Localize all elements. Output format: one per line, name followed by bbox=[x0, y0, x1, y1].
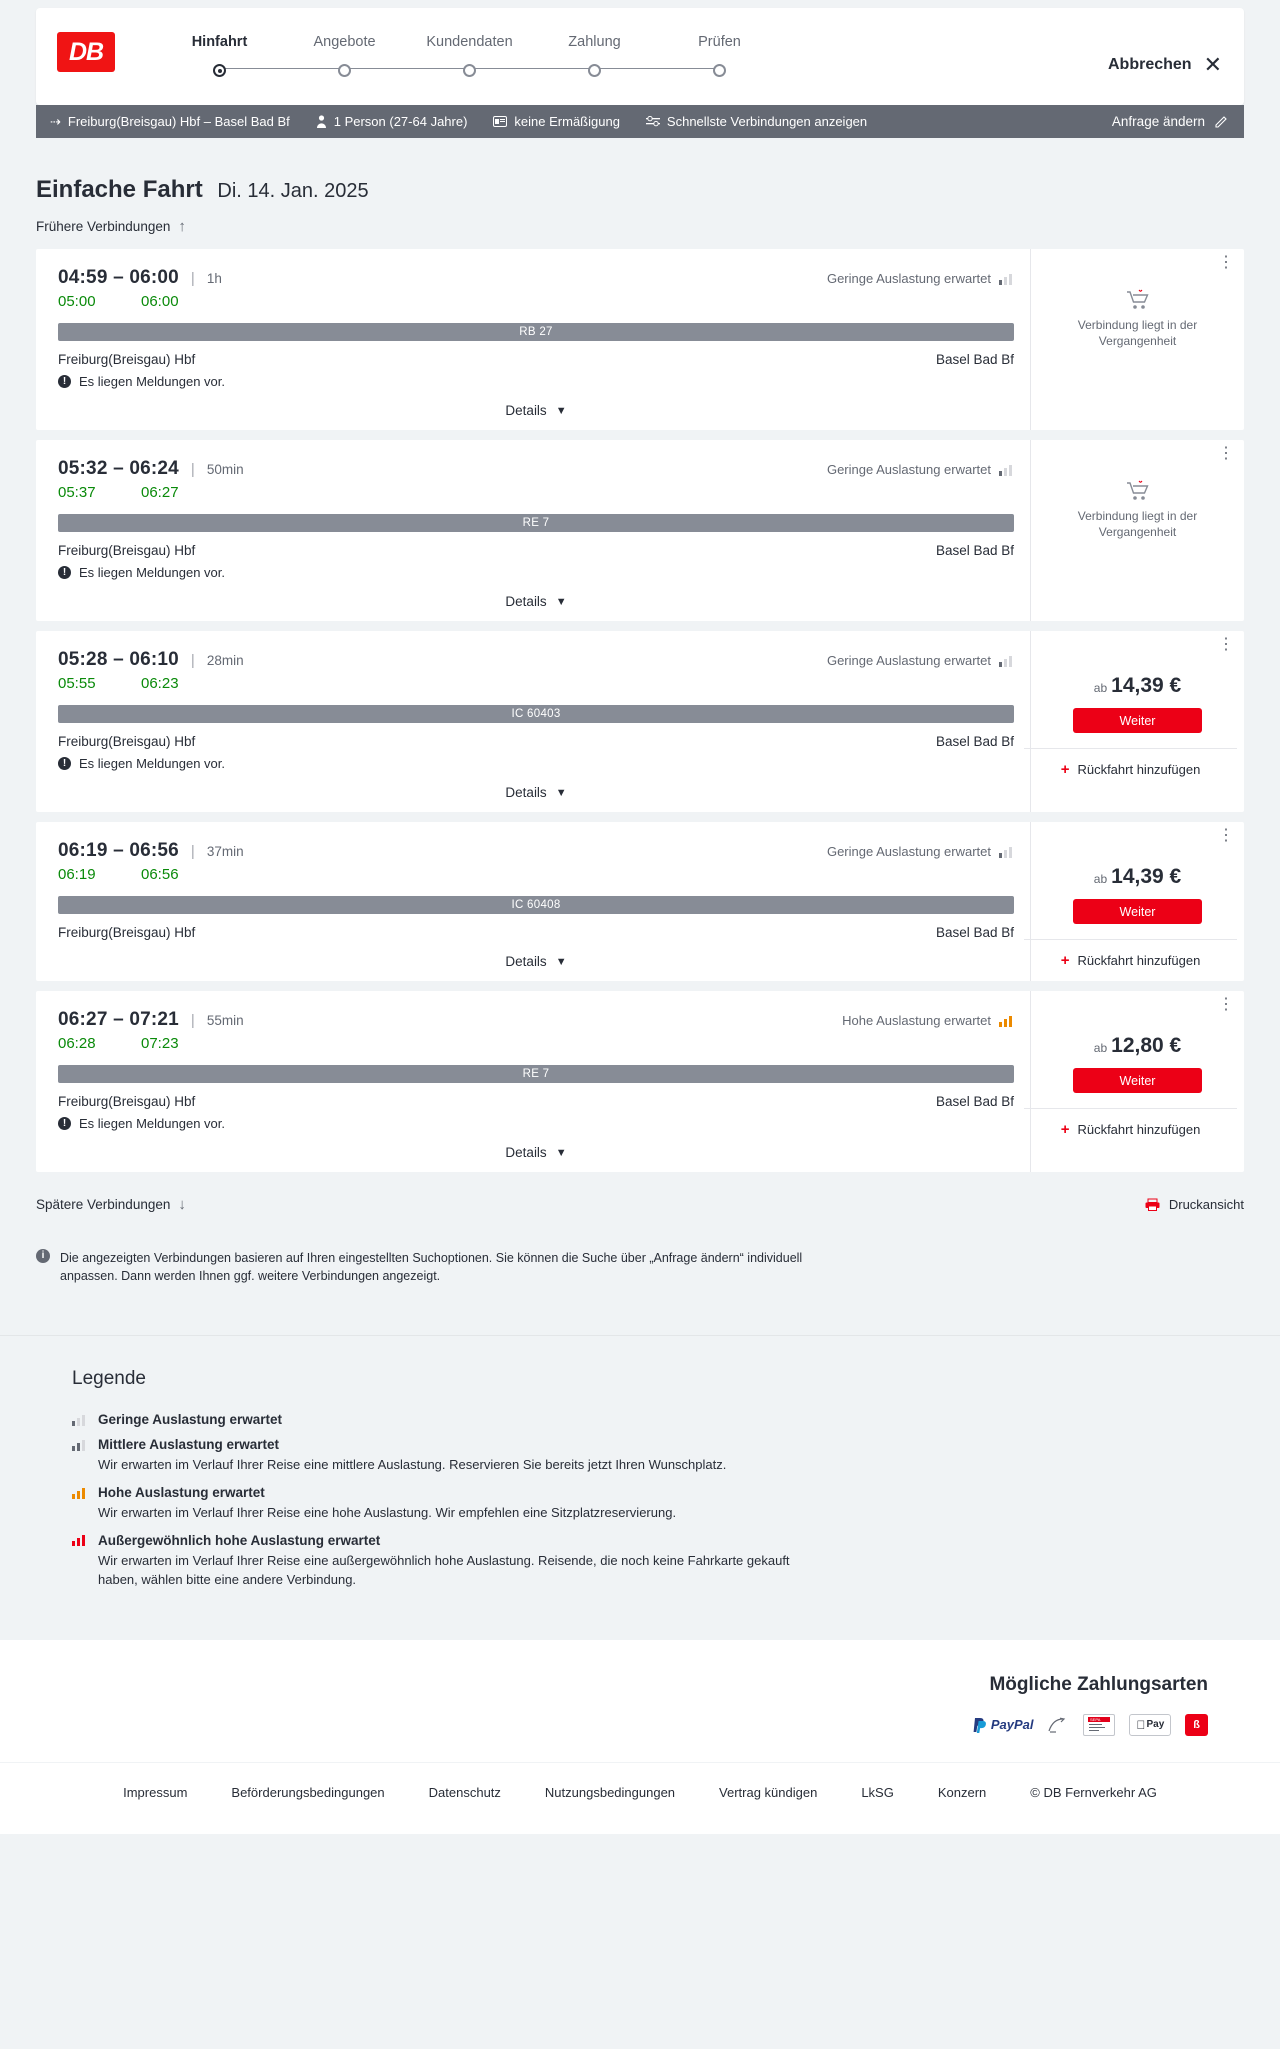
direct-debit-icon bbox=[1047, 1714, 1069, 1736]
time-range: 06:27 – 07:21 bbox=[58, 1009, 179, 1030]
step-label: Zahlung bbox=[568, 34, 621, 50]
price-value: 14,39 € bbox=[1111, 865, 1182, 888]
legend-item-label: Außergewöhnlich hohe Auslastung erwartet bbox=[98, 1532, 381, 1548]
page-title-date: Di. 14. Jan. 2025 bbox=[217, 180, 369, 202]
details-label: Details bbox=[505, 785, 547, 800]
step-kundendaten[interactable] bbox=[407, 34, 532, 77]
more-options-icon[interactable]: ⋮ bbox=[1218, 445, 1234, 462]
step-dot bbox=[588, 64, 601, 77]
duration: 37min bbox=[206, 844, 244, 859]
connection-booking-panel bbox=[1031, 249, 1244, 430]
duration: 28min bbox=[206, 653, 244, 668]
print-view-button[interactable] bbox=[1145, 1197, 1244, 1212]
occupancy-indicator bbox=[827, 653, 1014, 668]
chevron-down-icon: ▼ bbox=[555, 1146, 567, 1159]
realtime-times bbox=[58, 866, 1014, 883]
footer-links bbox=[0, 1762, 1280, 1834]
footer-copyright: © DB Fernverkehr AG bbox=[1030, 1784, 1157, 1800]
add-return-trip-button[interactable] bbox=[1024, 748, 1237, 778]
station-from: Freiburg(Breisgau) Hbf bbox=[58, 734, 196, 749]
connection-details bbox=[36, 991, 1031, 1172]
step-prüfen[interactable] bbox=[657, 34, 782, 77]
step-label: Angebote bbox=[313, 34, 376, 50]
footer-link[interactable]: Impressum bbox=[123, 1784, 188, 1800]
realtime-arrival: 06:27 bbox=[141, 484, 179, 501]
step-dot bbox=[713, 64, 726, 77]
divider: | bbox=[190, 1012, 195, 1029]
connection-booking-panel bbox=[1031, 631, 1244, 812]
occupancy-indicator bbox=[842, 1013, 1014, 1028]
earlier-connections-button[interactable] bbox=[36, 218, 186, 235]
connection-header bbox=[58, 267, 1014, 289]
price-prefix: ab bbox=[1093, 681, 1108, 695]
step-connector bbox=[220, 68, 345, 69]
past-connection-text: Verbindung liegt in der Vergangenheit bbox=[1077, 318, 1198, 349]
station-to: Basel Bad Bf bbox=[935, 734, 1014, 749]
footer-link[interactable]: Konzern bbox=[937, 1784, 987, 1800]
footer-link[interactable]: Datenschutz bbox=[428, 1784, 501, 1800]
step-hinfahrt[interactable] bbox=[157, 34, 282, 77]
footer-link[interactable]: LkSG bbox=[861, 1784, 894, 1800]
realtime-departure: 05:37 bbox=[58, 484, 96, 501]
chevron-down-icon: ▼ bbox=[555, 955, 567, 968]
train-line-badge: RB 27 bbox=[58, 323, 1014, 341]
footer-link[interactable]: Vertrag kündigen bbox=[719, 1784, 818, 1800]
payment-section bbox=[0, 1640, 1280, 1762]
step-connector bbox=[470, 68, 595, 69]
list-footer-actions bbox=[36, 1182, 1244, 1227]
occupancy-label: Geringe Auslastung erwartet bbox=[826, 271, 991, 286]
price-value: 12,80 € bbox=[1111, 1034, 1182, 1057]
step-label: Hinfahrt bbox=[191, 34, 248, 50]
connection-header bbox=[58, 840, 1014, 862]
summary-option-label: Schnellste Verbindungen anzeigen bbox=[666, 114, 868, 129]
change-request-button[interactable] bbox=[1112, 114, 1228, 129]
connection-booking-panel bbox=[1031, 822, 1244, 981]
price bbox=[1094, 1034, 1181, 1058]
occupancy-indicator bbox=[827, 844, 1014, 859]
person-icon bbox=[316, 115, 327, 128]
time-range: 05:32 – 06:24 bbox=[58, 458, 179, 479]
exclamation-icon: ! bbox=[58, 757, 71, 770]
footer-link[interactable]: Nutzungsbedingungen bbox=[544, 1784, 676, 1800]
cancel-label: Abbrechen bbox=[1107, 56, 1192, 73]
progress-stepper bbox=[157, 34, 782, 77]
close-icon[interactable]: ✕ bbox=[1203, 52, 1222, 77]
cart-disabled-icon bbox=[1125, 289, 1151, 311]
connection-card bbox=[36, 631, 1244, 812]
realtime-times bbox=[58, 675, 1014, 692]
chevron-down-icon: ▼ bbox=[555, 786, 567, 799]
connection-header bbox=[58, 649, 1014, 671]
train-line-badge: IC 60403 bbox=[58, 705, 1014, 723]
continue-button[interactable]: Weiter bbox=[1073, 708, 1202, 733]
connection-details bbox=[36, 249, 1031, 430]
messages-notice[interactable] bbox=[58, 565, 1014, 580]
occupancy-label: Hohe Auslastung erwartet bbox=[842, 1013, 991, 1028]
time-range: 06:19 – 06:56 bbox=[58, 840, 179, 861]
cancel-button[interactable] bbox=[1108, 54, 1222, 76]
price bbox=[1094, 674, 1181, 698]
details-toggle[interactable] bbox=[58, 771, 1014, 812]
summary-route bbox=[50, 114, 290, 130]
realtime-arrival: 06:00 bbox=[141, 293, 179, 310]
occupancy-label: Geringe Auslastung erwartet bbox=[826, 462, 991, 477]
continue-button[interactable]: Weiter bbox=[1073, 1068, 1202, 1093]
occupancy-indicator bbox=[827, 462, 1014, 477]
occupancy-bars-icon bbox=[72, 1487, 88, 1499]
time-range: 05:28 – 06:10 bbox=[58, 649, 179, 670]
messages-label: Es liegen Meldungen vor. bbox=[79, 565, 225, 580]
arrow-route-icon: ⇢ bbox=[50, 113, 61, 129]
footer-link[interactable]: Beförderungsbedingungen bbox=[231, 1784, 385, 1800]
connection-card bbox=[36, 249, 1244, 430]
station-row bbox=[58, 925, 1014, 940]
station-row bbox=[58, 1094, 1014, 1109]
more-options-icon[interactable]: ⋮ bbox=[1218, 996, 1234, 1013]
messages-label: Es liegen Meldungen vor. bbox=[79, 756, 225, 771]
summary-passengers bbox=[316, 114, 468, 129]
arrow-down-icon: ↓ bbox=[178, 1196, 186, 1213]
details-label: Details bbox=[505, 403, 547, 418]
details-toggle[interactable] bbox=[58, 1131, 1014, 1172]
connection-header bbox=[58, 458, 1014, 480]
filter-icon bbox=[646, 116, 660, 127]
realtime-arrival: 06:23 bbox=[141, 675, 179, 692]
summary-option bbox=[646, 114, 867, 129]
svg-text:SEPA: SEPA bbox=[1090, 1716, 1101, 1722]
occupancy-bars-icon bbox=[999, 464, 1014, 476]
arrow-up-icon: ↑ bbox=[178, 218, 186, 235]
legend-title: Legende bbox=[72, 1368, 146, 1390]
payment-icons bbox=[36, 1714, 1208, 1736]
realtime-arrival: 07:23 bbox=[141, 1035, 179, 1052]
search-note bbox=[36, 1249, 836, 1285]
legend-items bbox=[36, 1412, 1244, 1589]
connection-list bbox=[36, 249, 1244, 1172]
booking-page bbox=[0, 8, 1280, 1834]
more-options-icon[interactable]: ⋮ bbox=[1218, 827, 1234, 844]
more-options-icon[interactable]: ⋮ bbox=[1218, 254, 1234, 271]
legend-item-description: Wir erwarten im Verlauf Ihrer Reise eine außergewöhnlich hohe Auslastung. Reisende, die noch keine Fahrkarte gekauft haben, wählen bitte eine andere Verbindung. bbox=[98, 1552, 790, 1587]
cart-disabled-icon bbox=[1125, 480, 1151, 502]
legend-item bbox=[72, 1437, 1244, 1475]
realtime-times bbox=[58, 1035, 1014, 1052]
invoice-icon bbox=[1083, 1714, 1115, 1736]
info-icon: i bbox=[36, 1249, 50, 1263]
realtime-departure: 05:55 bbox=[58, 675, 96, 692]
details-toggle[interactable] bbox=[58, 940, 1014, 981]
occupancy-bars-icon bbox=[72, 1534, 88, 1546]
connection-details bbox=[36, 822, 1031, 981]
summary-route-label: Freiburg(Breisgau) Hbf – Basel Bad Bf bbox=[67, 114, 290, 129]
summary-discount-label: keine Ermäßigung bbox=[514, 114, 620, 129]
divider: | bbox=[190, 270, 195, 287]
realtime-departure: 05:00 bbox=[58, 293, 96, 310]
pencil-icon[interactable] bbox=[1215, 115, 1228, 128]
station-to: Basel Bad Bf bbox=[935, 543, 1014, 558]
legend-section bbox=[0, 1335, 1280, 1639]
add-return-trip-label: Rückfahrt hinzufügen bbox=[1077, 1122, 1201, 1137]
summary-discount bbox=[493, 114, 620, 129]
divider: | bbox=[190, 461, 195, 478]
legend-item-label: Mittlere Auslastung erwartet bbox=[98, 1437, 280, 1453]
legend-item-header bbox=[72, 1412, 1244, 1427]
station-from: Freiburg(Breisgau) Hbf bbox=[58, 543, 196, 558]
past-connection-text: Verbindung liegt in der Vergangenheit bbox=[1077, 509, 1198, 540]
messages-label: Es liegen Meldungen vor. bbox=[79, 374, 225, 389]
legend-item bbox=[72, 1485, 1244, 1523]
legend-item-header bbox=[72, 1533, 1244, 1548]
printer-icon bbox=[1145, 1198, 1160, 1211]
card-icon bbox=[493, 116, 507, 127]
price-prefix: ab bbox=[1093, 1041, 1108, 1055]
chevron-down-icon: ▼ bbox=[555, 595, 567, 608]
later-connections-label: Spätere Verbindungen bbox=[36, 1197, 171, 1212]
paypal-label: PayPal bbox=[990, 1717, 1034, 1733]
step-label: Kundendaten bbox=[426, 34, 513, 50]
duration: 55min bbox=[206, 1013, 244, 1028]
station-row bbox=[58, 352, 1014, 367]
occupancy-bars-icon bbox=[999, 655, 1014, 667]
print-view-label: Druckansicht bbox=[1168, 1197, 1244, 1212]
connection-card bbox=[36, 991, 1244, 1172]
step-connector bbox=[345, 68, 470, 69]
station-to: Basel Bad Bf bbox=[935, 352, 1014, 367]
train-line-badge: IC 60408 bbox=[58, 896, 1014, 914]
connection-booking-panel bbox=[1031, 440, 1244, 621]
connection-card bbox=[36, 822, 1244, 981]
exclamation-icon: ! bbox=[58, 566, 71, 579]
legend-item bbox=[72, 1412, 1244, 1427]
occupancy-indicator bbox=[827, 271, 1014, 286]
realtime-arrival: 06:56 bbox=[141, 866, 179, 883]
station-from: Freiburg(Breisgau) Hbf bbox=[58, 925, 196, 940]
connection-header bbox=[58, 1009, 1014, 1031]
exclamation-icon: ! bbox=[58, 1117, 71, 1130]
step-dot bbox=[338, 64, 351, 77]
legend-item-header bbox=[72, 1485, 1244, 1500]
messages-label: Es liegen Meldungen vor. bbox=[79, 1116, 225, 1131]
train-line-badge: RE 7 bbox=[58, 1065, 1014, 1083]
continue-button[interactable]: Weiter bbox=[1073, 899, 1202, 924]
time-range: 04:59 – 06:00 bbox=[58, 267, 179, 288]
legend-item-label: Hohe Auslastung erwartet bbox=[98, 1485, 265, 1501]
add-return-trip-label: Rückfahrt hinzufügen bbox=[1077, 762, 1201, 777]
station-row bbox=[58, 734, 1014, 749]
add-return-trip-label: Rückfahrt hinzufügen bbox=[1077, 953, 1201, 968]
duration: 50min bbox=[206, 462, 244, 477]
connection-details bbox=[36, 440, 1031, 621]
details-toggle[interactable] bbox=[58, 389, 1014, 430]
plus-icon: + bbox=[1060, 761, 1070, 778]
realtime-times bbox=[58, 293, 1014, 310]
apple-pay-icon bbox=[1129, 1714, 1171, 1736]
realtime-times bbox=[58, 484, 1014, 501]
occupancy-bars-icon bbox=[72, 1439, 88, 1451]
details-toggle[interactable] bbox=[58, 580, 1014, 621]
later-connections-button[interactable] bbox=[36, 1196, 186, 1213]
divider: | bbox=[190, 843, 195, 860]
plus-icon: + bbox=[1060, 1121, 1070, 1138]
divider: | bbox=[190, 652, 195, 669]
occupancy-bars-icon bbox=[999, 846, 1014, 858]
add-return-trip-button[interactable] bbox=[1024, 939, 1237, 969]
add-return-trip-button[interactable] bbox=[1024, 1108, 1237, 1138]
occupancy-bars-icon bbox=[999, 273, 1014, 285]
messages-notice[interactable] bbox=[58, 756, 1014, 771]
station-row bbox=[58, 543, 1014, 558]
details-label: Details bbox=[505, 1145, 547, 1160]
price-prefix: ab bbox=[1093, 872, 1108, 886]
page-title-text: Einfache Fahrt bbox=[36, 176, 203, 203]
search-note-text: Die angezeigten Verbindungen basieren auf Ihren eingestellten Suchoptionen. Sie können die Suche über „Anfrage ändern“ individuell anpassen. Dann werden Ihnen ggf. weitere Verbindungen angezeigt. bbox=[60, 1251, 803, 1284]
connection-details bbox=[36, 631, 1031, 812]
payment-title: Mögliche Zahlungsarten bbox=[989, 1673, 1208, 1695]
earlier-connections-label: Frühere Verbindungen bbox=[36, 219, 171, 234]
search-summary-bar bbox=[36, 105, 1244, 138]
page-title bbox=[36, 176, 1280, 204]
messages-notice[interactable] bbox=[58, 374, 1014, 389]
messages-notice[interactable] bbox=[58, 1116, 1014, 1131]
summary-passengers-label: 1 Person (27-64 Jahre) bbox=[333, 114, 468, 129]
train-line-badge: RE 7 bbox=[58, 514, 1014, 532]
realtime-departure: 06:19 bbox=[58, 866, 96, 883]
legend-item-description: Wir erwarten im Verlauf Ihrer Reise eine mittlere Auslastung. Reservieren Sie bereits jetzt Ihren Wunschplatz. bbox=[98, 1457, 727, 1473]
more-options-icon[interactable]: ⋮ bbox=[1218, 636, 1234, 653]
station-from: Freiburg(Breisgau) Hbf bbox=[58, 352, 196, 367]
legend-item-header bbox=[72, 1437, 1244, 1452]
connection-booking-panel bbox=[1031, 991, 1244, 1172]
step-dot bbox=[463, 64, 476, 77]
step-connector bbox=[595, 68, 720, 69]
step-label: Prüfen bbox=[698, 34, 741, 50]
occupancy-bars-icon bbox=[999, 1015, 1014, 1027]
step-angebote[interactable] bbox=[282, 34, 407, 77]
station-from: Freiburg(Breisgau) Hbf bbox=[58, 1094, 196, 1109]
header-bar bbox=[36, 8, 1244, 105]
details-label: Details bbox=[505, 594, 547, 609]
step-dot bbox=[213, 64, 226, 77]
legend-item bbox=[72, 1533, 1244, 1590]
station-to: Basel Bad Bf bbox=[935, 925, 1014, 940]
occupancy-bars-icon bbox=[72, 1414, 88, 1426]
details-label: Details bbox=[505, 954, 547, 969]
realtime-departure: 06:28 bbox=[58, 1035, 96, 1052]
legend-item-label: Geringe Auslastung erwartet bbox=[98, 1412, 283, 1428]
paypal-icon bbox=[973, 1714, 1034, 1736]
change-request-label: Anfrage ändern bbox=[1111, 114, 1205, 129]
db-logo: DB bbox=[57, 32, 115, 72]
legend-item-description: Wir erwarten im Verlauf Ihrer Reise eine hohe Auslastung. Wir empfehlen eine Sitzplatzreservierung. bbox=[98, 1505, 677, 1521]
plus-icon: + bbox=[1060, 952, 1070, 969]
sofort-icon: ß bbox=[1185, 1714, 1208, 1736]
exclamation-icon: ! bbox=[58, 375, 71, 388]
occupancy-label: Geringe Auslastung erwartet bbox=[826, 653, 991, 668]
connection-card bbox=[36, 440, 1244, 621]
duration: 1h bbox=[206, 271, 222, 286]
occupancy-label: Geringe Auslastung erwartet bbox=[826, 844, 991, 859]
station-to: Basel Bad Bf bbox=[935, 1094, 1014, 1109]
price bbox=[1094, 865, 1181, 889]
step-zahlung[interactable] bbox=[532, 34, 657, 77]
price-value: 14,39 € bbox=[1111, 674, 1182, 697]
apple-pay-label: Pay bbox=[1146, 1719, 1165, 1731]
chevron-down-icon: ▼ bbox=[555, 404, 567, 417]
